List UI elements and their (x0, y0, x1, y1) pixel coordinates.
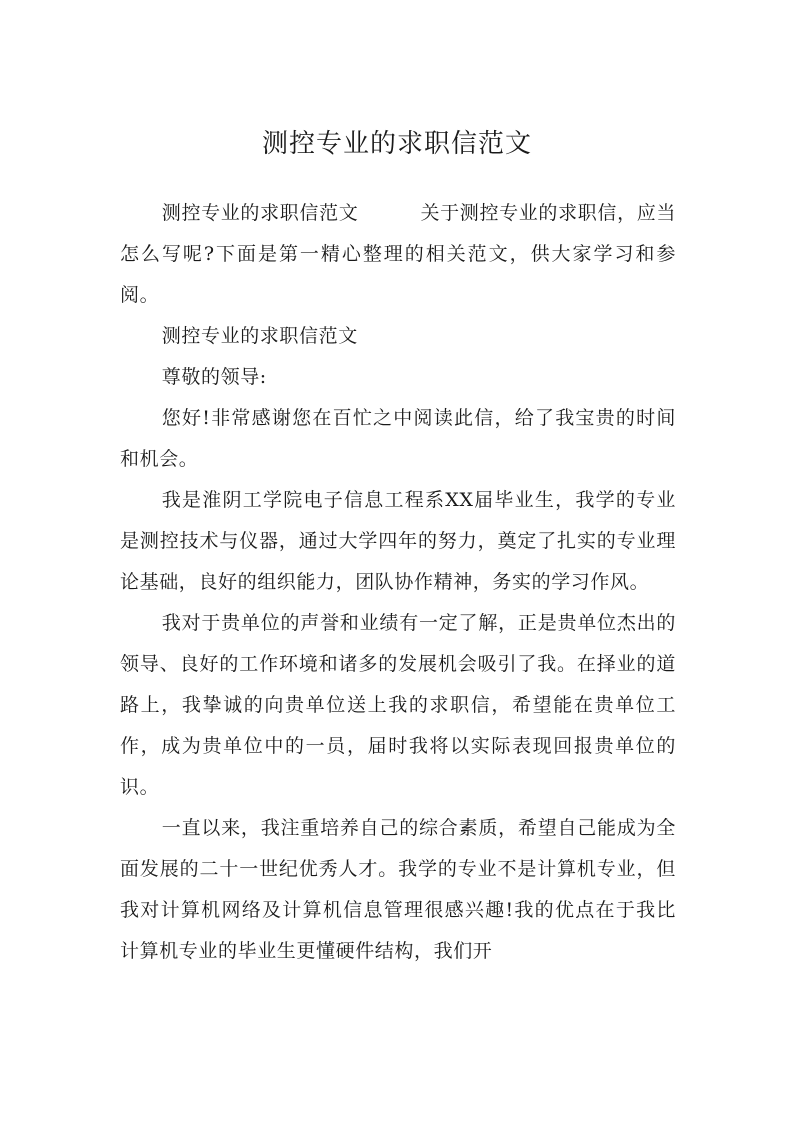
salutation-paragraph: 尊敬的领导: (161, 366, 267, 388)
background-paragraph: 我是淮阴工学院电子信息工程系XX届毕业生，我学的专业是测控技术与仪器，通过大学四年的努力，奠定了扎实的专业理论基础，良好的组织能力，团队协作精神，务实的学习作风。 (120, 489, 676, 593)
intro-text: 关于测控专业的求职信，应当怎么写呢?下面是第一精心整理的相关范文，供大家学习和参阅。 (120, 202, 676, 306)
greeting-paragraph: 您好!非常感谢您在百忙之中阅读此信，给了我宝贵的时间和机会。 (120, 407, 676, 470)
skills-paragraph: 一直以来，我注重培养自己的综合素质，希望自己能成为全面发展的二十一世纪优秀人才。我学的专业不是计算机专业，但我对计算机网络及计算机信息管理很感兴趣!我的优点在于我比计算机专业的毕业生更懂硬件结构，我们开 (120, 817, 676, 962)
document-body (120, 193, 676, 972)
intro-paragraph (120, 193, 676, 316)
subheading-paragraph: 测控专业的求职信范文 (161, 325, 358, 347)
document-title: 测控专业的求职信范文 (261, 129, 532, 159)
intro-heading-text: 测控专业的求职信范文 (161, 202, 359, 224)
motivation-paragraph: 我对于贵单位的声誉和业绩有一定了解，正是贵单位杰出的领导、良好的工作环境和诸多的发展机会吸引了我。在择业的道路上，我挚诚的向贵单位送上我的求职信，希望能在贵单位工作，成为贵单位中的一员，届时我将以实际表现回报贵单位的识。 (120, 612, 676, 798)
